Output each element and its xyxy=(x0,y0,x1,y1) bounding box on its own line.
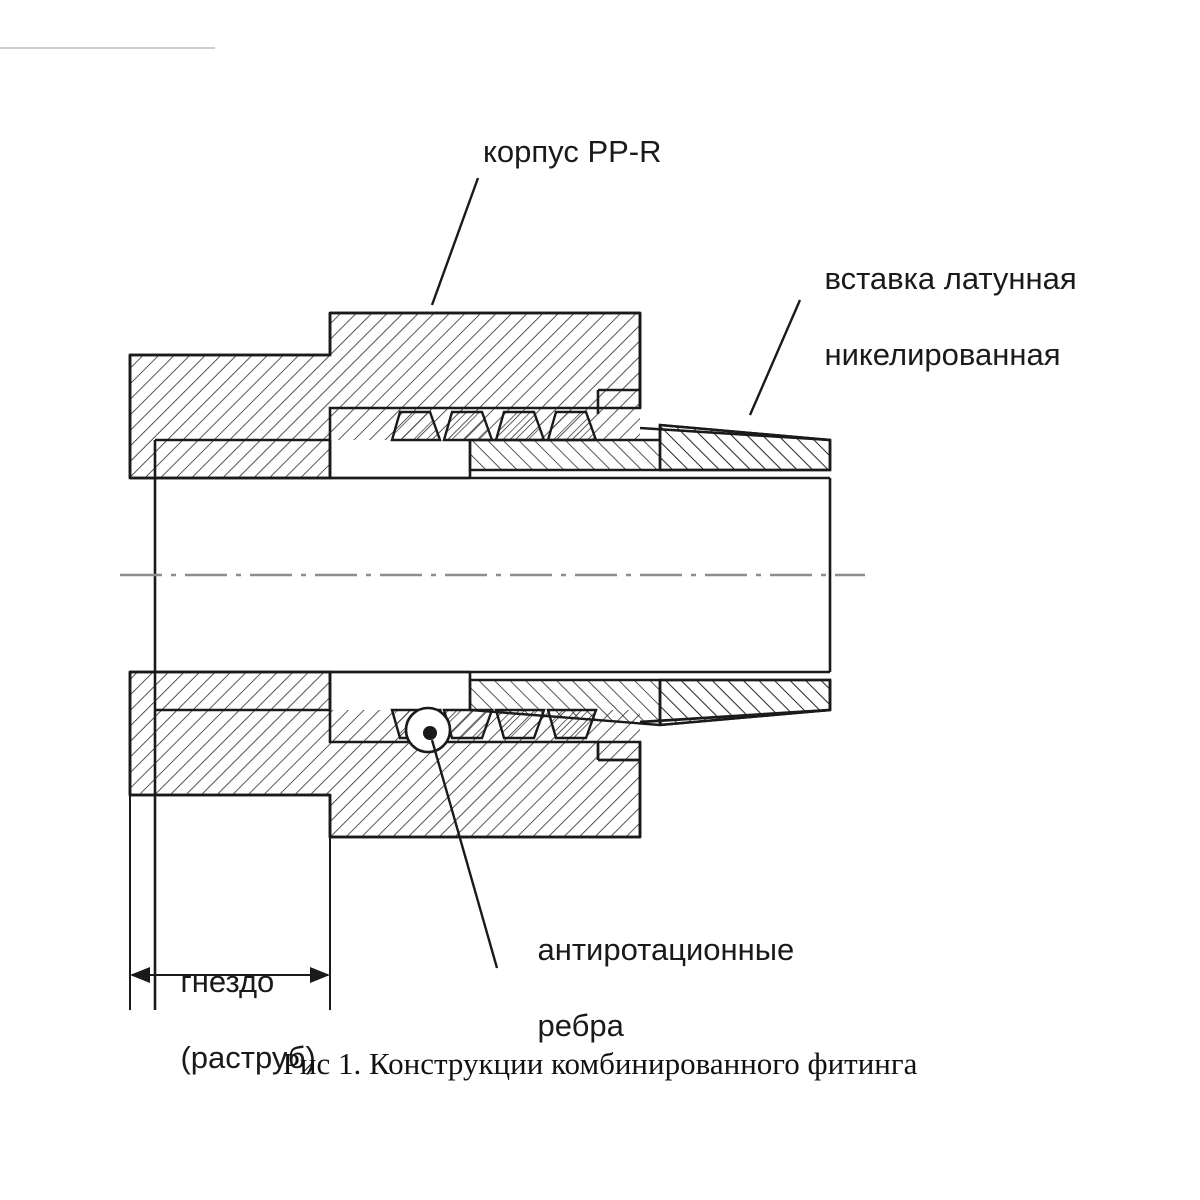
label-ribs-line1: антиротационные xyxy=(537,932,795,967)
label-brass-insert-line1: вставка латунная xyxy=(824,261,1077,296)
anti-rotation-rib-detail xyxy=(406,708,450,752)
leader-body xyxy=(432,178,478,305)
label-body-ppr: корпус PP-R xyxy=(483,134,662,169)
label-socket-line1: гнездо xyxy=(180,964,275,999)
lower-section-group xyxy=(130,672,830,837)
label-socket xyxy=(146,925,316,1115)
label-brass-insert-line2: никелированная xyxy=(824,337,1061,372)
label-ribs-line2: ребра xyxy=(537,1008,624,1043)
label-socket-line2: (раструб) xyxy=(180,1040,316,1075)
figure-caption: Рис 1. Конструкции комбинированного фитинга xyxy=(282,1046,918,1081)
label-brass-insert xyxy=(790,222,1077,412)
leader-lines xyxy=(432,178,800,968)
